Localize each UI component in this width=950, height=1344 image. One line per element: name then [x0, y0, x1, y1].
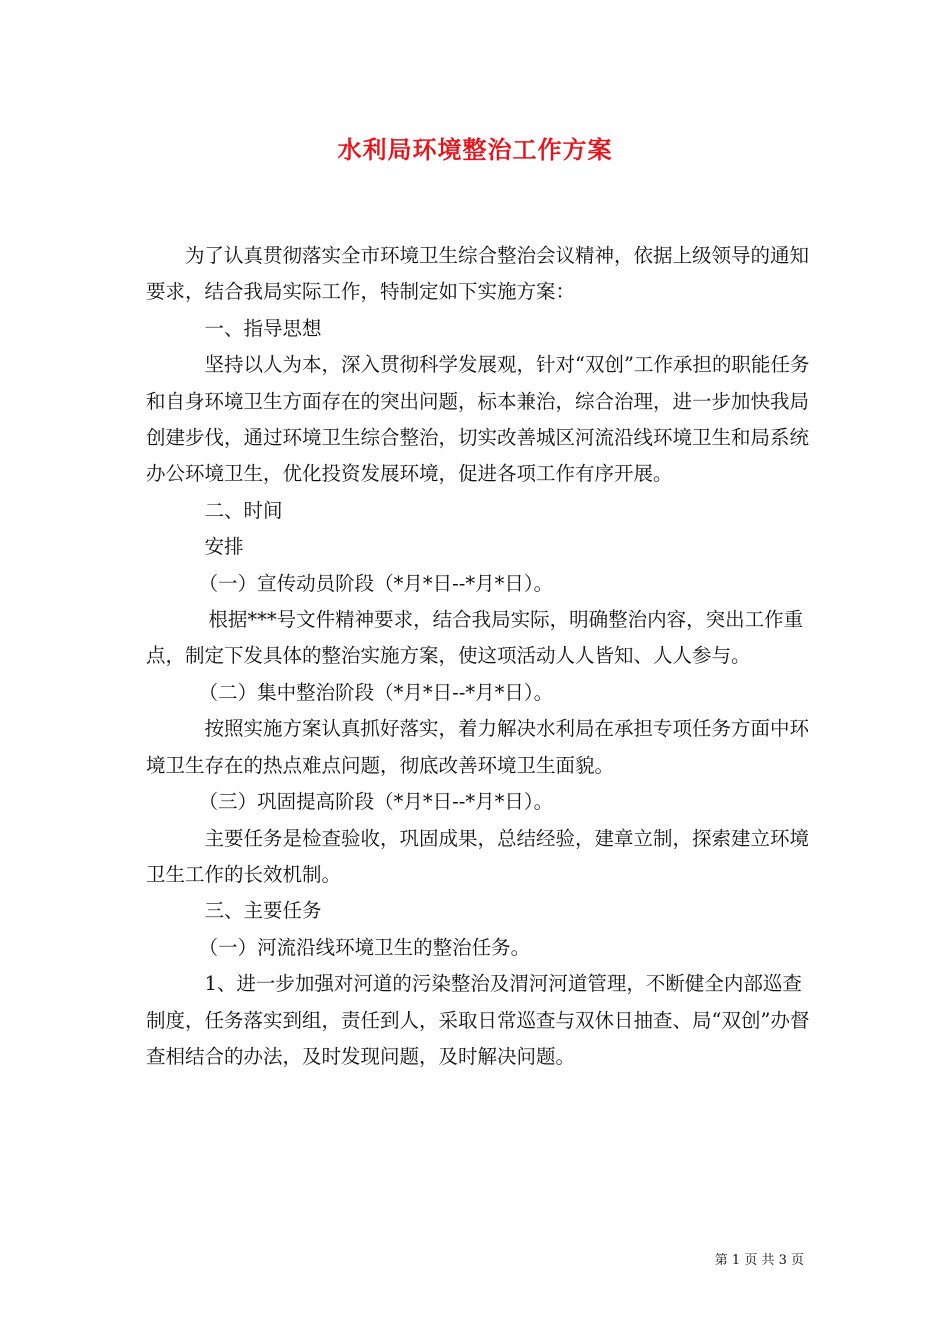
phase-three-heading: （三）巩固提高阶段（*月*日--*月*日）。 [198, 790, 554, 814]
phase-two-heading: （二）集中整治阶段（*月*日--*月*日）。 [198, 680, 554, 704]
section-heading-arrangement: 安排 [204, 535, 244, 559]
phase-two-paragraph: 按照实施方案认真抓好落实，着力解决水利局在承担专项任务方面中环境卫生存在的热点难点问题，彻底改善环境卫生面貌。 [146, 717, 810, 777]
section-heading-main-tasks: 三、主要任务 [204, 899, 322, 923]
document-title: 水利局环境整治工作方案 [337, 135, 613, 164]
section-heading-guiding-ideology: 一、指导思想 [204, 316, 322, 340]
task-one-heading: （一）河流沿线环境卫生的整治任务。 [198, 935, 531, 959]
task-one-item-1: 1、进一步加强对河道的污染整治及渭河河道管理，不断健全内部巡查制度，任务落实到组，责任到人，采取日常巡查与双休日抽查、局“双创”办督查相结合的办法，及时发现问题，及时解决问题。 [146, 972, 810, 1068]
guiding-ideology-paragraph: 坚持以人为本，深入贯彻科学发展观，针对“双创”工作承担的职能任务和自身环境卫生方面存在的突出问题，标本兼治，综合治理，进一步加快我局创建步伐，通过环境卫生综合整治，切实改善城区河流沿线环境卫生和局系统办公环境卫生，优化投资发展环境，促进各项工作有序开展。 [146, 353, 810, 486]
document-body [146, 238, 810, 1075]
section-heading-time: 二、时间 [204, 498, 283, 522]
phase-one-heading: （一）宣传动员阶段（*月*日--*月*日）。 [198, 571, 554, 595]
page-number: 第 1 页 共 3 页 [714, 1253, 804, 1268]
phase-three-paragraph: 主要任务是检查验收，巩固成果，总结经验，建章立制，探索建立环境卫生工作的长效机制。 [146, 826, 810, 886]
phase-one-paragraph: 根据***号文件精神要求，结合我局实际，明确整治内容，突出工作重点，制定下发具体的整治实施方案，使这项活动人人皆知、人人参与。 [146, 608, 804, 668]
intro-paragraph: 为了认真贯彻落实全市环境卫生综合整治会议精神，依据上级领导的通知要求，结合我局实际工作，特制定如下实施方案： [146, 244, 810, 304]
